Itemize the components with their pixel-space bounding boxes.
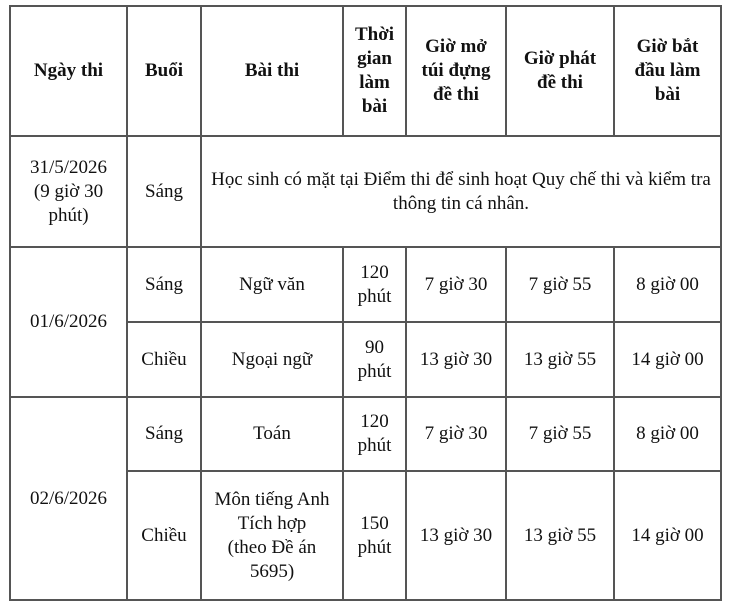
start-cell: 8 giờ 00 bbox=[614, 247, 721, 322]
table-row bbox=[10, 397, 721, 471]
open-bag-cell: 13 giờ 30 bbox=[406, 471, 506, 600]
note-cell: Học sinh có mặt tại Điểm thi để sinh hoạt Quy chế thi và kiểm tra thông tin cá nhân. bbox=[201, 136, 721, 247]
exam-line: Môn tiếng Anh bbox=[214, 488, 330, 510]
duration-cell bbox=[343, 471, 406, 600]
exam-cell bbox=[201, 471, 343, 600]
header-row bbox=[10, 6, 721, 136]
session-cell: Chiều bbox=[127, 322, 201, 397]
header-open-bag-line: Giờ mở bbox=[425, 36, 487, 57]
duration-value: 120 bbox=[360, 411, 389, 432]
exam-cell: Ngoại ngữ bbox=[201, 322, 343, 397]
date-cell bbox=[10, 136, 127, 247]
session-cell: Chiều bbox=[127, 471, 201, 600]
duration-value: 120 bbox=[360, 261, 389, 283]
open-bag-cell: 13 giờ 30 bbox=[406, 322, 506, 397]
table-row bbox=[10, 247, 721, 322]
date-line: 31/5/2026 bbox=[29, 156, 108, 178]
header-duration-line: bài bbox=[361, 96, 388, 117]
distribute-cell: 7 giờ 55 bbox=[506, 247, 614, 322]
open-bag-cell: 7 giờ 30 bbox=[406, 397, 506, 471]
duration-cell bbox=[343, 247, 406, 322]
header-duration bbox=[343, 6, 406, 136]
header-exam: Bài thi bbox=[201, 6, 343, 136]
exam-line: (theo Đề án bbox=[227, 536, 317, 558]
header-start-line: bài bbox=[654, 84, 681, 105]
header-distribute-line: Giờ phát bbox=[523, 48, 597, 69]
open-bag-cell: 7 giờ 30 bbox=[406, 247, 506, 322]
date-cell: 01/6/2026 bbox=[10, 247, 127, 397]
exam-cell: Ngữ văn bbox=[201, 247, 343, 322]
duration-value: 150 bbox=[360, 512, 389, 534]
exam-schedule-table bbox=[9, 5, 722, 601]
header-duration-line: gian bbox=[357, 48, 392, 69]
header-distribute-time bbox=[506, 6, 614, 136]
header-start-line: Giờ bắt bbox=[636, 36, 699, 57]
exam-cell: Toán bbox=[201, 397, 343, 471]
duration-value: 90 bbox=[365, 336, 384, 358]
duration-unit: phút bbox=[357, 285, 392, 307]
header-duration-line: làm bbox=[359, 72, 390, 93]
header-distribute-line: đề thi bbox=[537, 72, 583, 93]
exam-line: Tích hợp bbox=[237, 512, 307, 534]
session-cell: Sáng bbox=[127, 397, 201, 471]
distribute-cell: 7 giờ 55 bbox=[506, 397, 614, 471]
session-cell: Sáng bbox=[127, 247, 201, 322]
date-line: (9 giờ 30 bbox=[33, 180, 104, 202]
duration-unit: phút bbox=[357, 536, 392, 558]
header-start-line: đầu làm bbox=[634, 60, 701, 81]
header-open-bag-time bbox=[406, 6, 506, 136]
header-open-bag-line: đề thi bbox=[433, 84, 479, 105]
duration-unit: phút bbox=[357, 360, 392, 382]
header-open-bag-line: túi đựng bbox=[421, 60, 491, 81]
header-start-time bbox=[614, 6, 721, 136]
date-line: phút) bbox=[48, 204, 89, 226]
start-cell: 8 giờ 00 bbox=[614, 397, 721, 471]
distribute-cell: 13 giờ 55 bbox=[506, 471, 614, 600]
header-date: Ngày thi bbox=[10, 6, 127, 136]
date-cell: 02/6/2026 bbox=[10, 397, 127, 600]
duration-cell bbox=[343, 397, 406, 471]
exam-line: 5695) bbox=[249, 560, 295, 582]
header-duration-line: Thời bbox=[354, 24, 395, 45]
header-session: Buổi bbox=[127, 6, 201, 136]
table-row bbox=[10, 136, 721, 247]
duration-cell bbox=[343, 322, 406, 397]
duration-unit: phút bbox=[357, 435, 392, 456]
distribute-cell: 13 giờ 55 bbox=[506, 322, 614, 397]
start-cell: 14 giờ 00 bbox=[614, 322, 721, 397]
session-cell: Sáng bbox=[127, 136, 201, 247]
start-cell: 14 giờ 00 bbox=[614, 471, 721, 600]
